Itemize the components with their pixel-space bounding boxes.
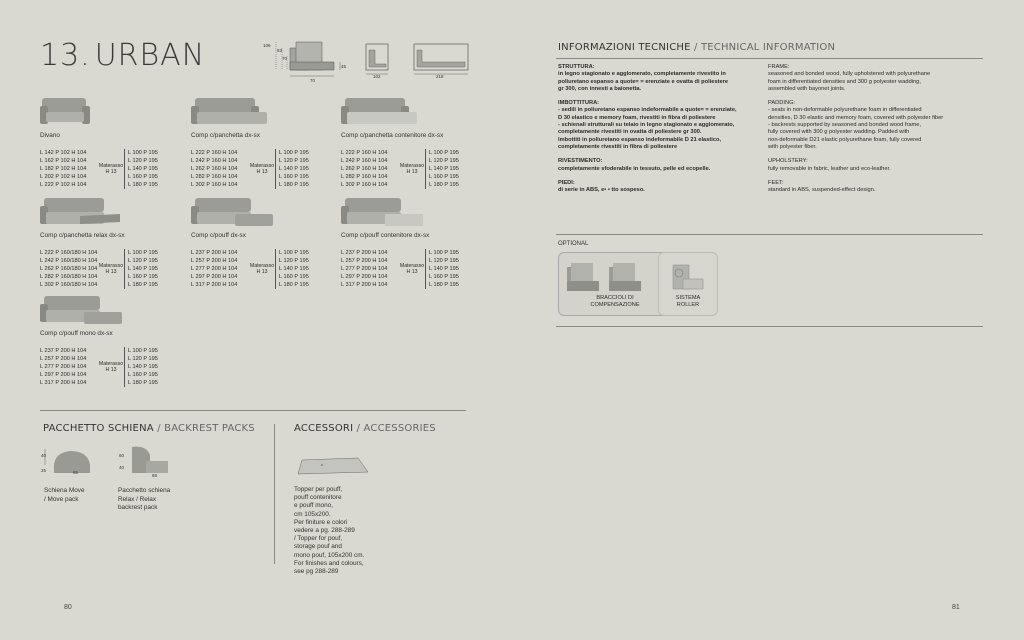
model-name: Comp c/pouff dx-sx	[191, 232, 246, 239]
page-number-right: 81	[952, 604, 960, 611]
svg-text:218: 218	[436, 74, 444, 79]
bed-sizes-list: L 100 P 195 L 120 P 195 L 140 P 195 L 160 P 195 L 180 P 195	[275, 249, 309, 289]
bed-sizes-list: L 100 P 195 L 120 P 195 L 140 P 195 L 160 P 195 L 180 P 195	[124, 149, 158, 189]
sofa-illustration	[40, 292, 130, 328]
tech-line: completamente rivestiti in ovatta di poliestere gr 300.	[558, 129, 702, 136]
tech-line: Imbottiti in poliuretano espanso indeformabile D 21 elastico,	[558, 136, 722, 143]
accessory-line: For finishes and colours,	[294, 559, 364, 567]
svg-text:40: 40	[41, 453, 47, 458]
model-name: Comp c/pouff mono dx-sx	[40, 330, 113, 337]
sofa-illustration	[341, 94, 431, 130]
model-block	[191, 194, 309, 289]
svg-text:40: 40	[119, 465, 125, 470]
dimensions-list: L 142 P 102 H 104 L 162 P 102 H 104 L 182 P 102 H 104 L 202 P 102 H 104 L 222 P 102 H 104	[40, 150, 87, 189]
accessories-heading: ACCESSORI / ACCESSORIES	[294, 423, 436, 434]
optional-label: OPTIONAL	[558, 241, 589, 247]
dimensions-list: L 222 P 160/180 H 104 L 242 P 160/180 H 104 L 262 P 160/180 H 104 L 282 P 160/180 H 104 L 302 P 160/180 H 104	[40, 250, 98, 289]
model-block	[191, 94, 309, 189]
tech-line: fully covered with 300 g polyester wadding. Padded with	[768, 129, 910, 136]
backrest-heading: PACCHETTO SCHIENA / BACKREST PACKS	[43, 423, 255, 434]
tech-line: - schienali strutturali su telaio in legno stagionato e agglomerato,	[558, 122, 735, 129]
tech-line: di serie in ABS, e• • tto sospeso.	[558, 187, 645, 194]
accessory-line: storage pouf and	[294, 543, 342, 551]
tech-section-heading: PIEDI:	[558, 179, 575, 186]
topper-illustration	[292, 456, 372, 478]
tech-line: gr 300, con innesti a baionetta.	[558, 85, 642, 92]
open-bed-diagram-102	[366, 44, 388, 79]
tech-section-heading: FRAME:	[768, 64, 790, 70]
optional-armrest-card: BRACCIOLI DI COMPENSAZIONE	[558, 252, 672, 316]
dimensions-list: L 237 P 200 H 104 L 257 P 200 H 104 L 277 P 200 H 104 L 297 P 200 H 104 L 317 P 200 H 104	[40, 348, 87, 387]
relax-pack-illustration	[116, 443, 176, 479]
model-name: Comp c/panchetta dx-sx	[191, 132, 260, 139]
technical-info-english	[768, 64, 983, 201]
mattress-label: Materasso H 13	[98, 262, 124, 276]
side-view-diagram	[263, 42, 347, 83]
model-name: Comp c/panchetta contenitore dx-sx	[341, 132, 444, 139]
dimensions-list: L 237 P 200 H 104 L 257 P 200 H 104 L 277 P 200 H 104 L 297 P 200 H 104 L 317 P 200 H 104	[341, 250, 388, 289]
bed-sizes-list: L 100 P 195 L 120 P 195 L 140 P 195 L 160 P 195 L 180 P 195	[124, 347, 158, 387]
tech-section-heading: RIVESTIMENTO:	[558, 158, 603, 165]
tech-line: non-deformable D21 elastic polyurethane foam, fully covered	[768, 136, 922, 143]
divider	[556, 326, 983, 327]
bed-sizes-list: L 100 P 195 L 120 P 195 L 140 P 195 L 160 P 195 L 180 P 195	[275, 149, 309, 189]
bed-sizes-list: L 100 P 195 L 120 P 195 L 140 P 195 L 160 P 195 L 180 P 195	[425, 149, 459, 189]
move-pack-illustration	[40, 443, 100, 479]
divider	[556, 58, 983, 59]
dimensions-list: L 222 P 160 H 104 L 242 P 160 H 104 L 262 P 160 H 104 L 282 P 160 H 104 L 302 P 160 H 104	[191, 150, 238, 189]
sofa-illustration	[341, 194, 431, 230]
mattress-label: Materasso H 13	[98, 360, 124, 374]
tech-section-heading: FEET:	[768, 179, 784, 186]
sofa-illustration	[191, 194, 281, 230]
tech-line: with polyester fiber.	[768, 143, 817, 150]
accessory-line: vedere a pg. 288-289	[294, 527, 355, 535]
collection-title: 13. URBAN	[40, 38, 206, 73]
mattress-label: Materasso H 13	[249, 162, 275, 176]
optional-roller-card: SISTEMA ROLLER	[658, 252, 718, 316]
tech-section-heading: STRUTTURA:	[558, 64, 595, 70]
dimension-diagrams	[262, 38, 477, 84]
tech-line: standard in ABS, suspended-effect design.	[768, 187, 876, 194]
accessory-line: cm 105x200.	[294, 510, 331, 518]
move-pack-caption: Schiena Move / Move pack	[44, 487, 85, 503]
model-block	[40, 292, 158, 387]
technical-info-italian	[558, 64, 763, 201]
mattress-label: Materasso H 13	[98, 162, 124, 176]
mattress-label: Materasso H 13	[399, 162, 425, 176]
tech-section-heading: IMBOTTITURA:	[558, 100, 600, 107]
divider	[556, 234, 983, 235]
svg-text:106: 106	[263, 43, 271, 48]
column-divider	[274, 424, 275, 564]
mattress-label: Materasso H 13	[399, 262, 425, 276]
dimensions-list: L 237 P 200 H 104 L 257 P 200 H 104 L 277 P 200 H 104 L 297 P 200 H 104 L 317 P 200 H 104	[191, 250, 238, 289]
tech-section-heading: UPHOLSTERY:	[768, 158, 808, 165]
svg-text:93: 93	[277, 48, 283, 53]
relax-pack-caption: Pacchetto schiena Relax / Relax backrest pack	[118, 487, 171, 511]
model-name: Comp c/panchetta relax dx-sx	[40, 232, 125, 239]
model-block	[40, 94, 158, 189]
model-block	[341, 194, 459, 289]
accessory-line: mono pouf, 105x200 cm.	[294, 551, 365, 559]
divider	[40, 410, 466, 411]
model-name: Comp c/pouff contenitore dx-sx	[341, 232, 430, 239]
tech-section-heading: PADDING:	[768, 100, 796, 107]
bed-sizes-list: L 100 P 195 L 120 P 195 L 140 P 195 L 160 P 195 L 180 P 195	[425, 249, 459, 289]
accessory-line: pouff contenitore	[294, 494, 342, 502]
bed-sizes-list: L 100 P 195 L 120 P 195 L 140 P 195 L 160 P 195 L 180 P 195	[124, 249, 158, 289]
tech-line: foam in differentiated densities and 300 g polyester wadding,	[768, 78, 921, 85]
tech-line: fully removable in fabric, leather and eco-leather.	[768, 165, 891, 172]
tech-line: in legno stagionato e agglomerato, completamente rivestito in	[558, 71, 726, 78]
open-bed-diagram-218	[414, 44, 468, 79]
tech-line: - backrests supported by seasoned and bonded wood frame,	[768, 122, 922, 129]
model-block	[40, 194, 158, 289]
svg-text:60: 60	[119, 453, 125, 458]
tech-line: densities, D 30 elastic and memory foam, covered with polyester fiber	[768, 114, 944, 121]
accessories-text	[294, 486, 364, 576]
accessory-line: Per finiture e colori	[294, 518, 348, 526]
accessory-line: see pg 288-289	[294, 568, 339, 576]
tech-line: assembled with bayonet joints.	[768, 85, 846, 92]
dimensions-list: L 222 P 160 H 104 L 242 P 160 H 104 L 262 P 160 H 104 L 282 P 160 H 104 L 302 P 160 H 104	[341, 150, 388, 189]
sofa-illustration	[40, 94, 130, 130]
sofa-illustration	[191, 94, 281, 130]
tech-line: completamente rivestiti in fibra di poliestere	[558, 143, 678, 150]
svg-text:70: 70	[282, 56, 288, 61]
accessory-line: / Topper for pouf,	[294, 535, 343, 543]
model-name: Divano	[40, 132, 60, 139]
svg-text:102: 102	[373, 74, 381, 79]
tech-line: seasoned and bonded wood, fully upholstered with polyurethane	[768, 71, 931, 78]
svg-text:25: 25	[41, 468, 47, 473]
tech-line: - sedili in poliuretano espanso indeformabile a quote= = erenziate,	[558, 107, 737, 114]
mattress-label: Materasso H 13	[249, 262, 275, 276]
svg-text:85: 85	[73, 470, 79, 475]
accessory-line: Topper per pouff,	[294, 486, 343, 493]
svg-text:45: 45	[341, 64, 347, 69]
tech-line: - seats in non-deformable polyurethane foam in differentiated	[768, 107, 922, 114]
tech-line: poliuretano espanso a quote= = erenziate e ovatta di poliestere	[558, 78, 729, 85]
tech-line: D 30 elastico e memory foam, rivestiti in fibra di poliestere	[558, 114, 716, 121]
accessory-line: e pouff mono,	[294, 502, 333, 510]
page-number-left: 80	[64, 604, 72, 611]
sofa-illustration	[40, 194, 130, 230]
svg-text:68: 68	[152, 473, 158, 478]
technical-heading: INFORMAZIONI TECNICHE / TECHNICAL INFORMATION	[558, 42, 836, 53]
tech-line: completamente sfoderabile in tessuto, pelle ed ecopelle.	[558, 165, 711, 172]
model-block	[341, 94, 459, 189]
svg-text:70: 70	[310, 78, 316, 83]
